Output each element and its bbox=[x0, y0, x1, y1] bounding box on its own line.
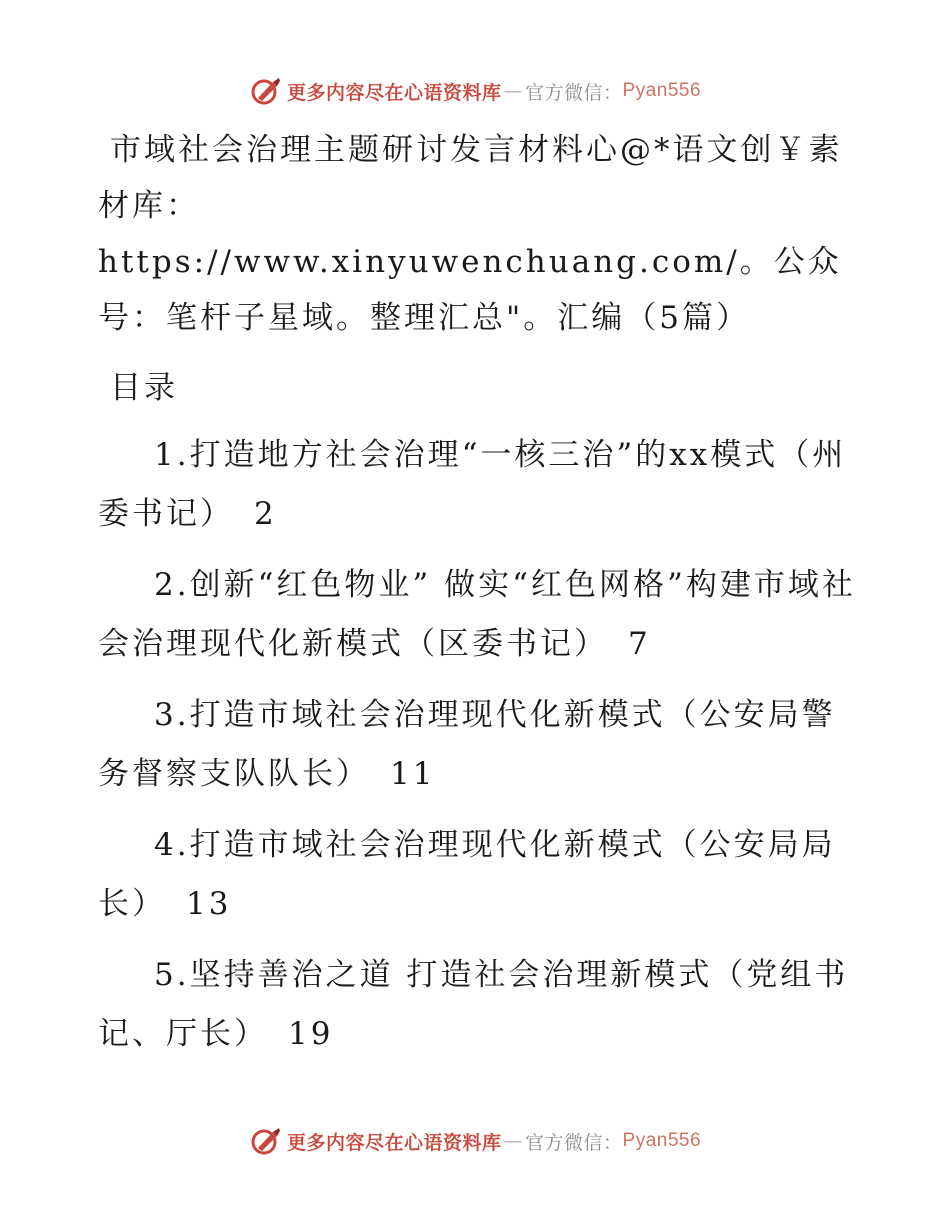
document-heading: 市域社会治理主题研讨发言材料心@*语文创￥素材库：https://www.xinyuwenchuang.com/。公众号：笔杆子星域。整理汇总"。汇编（5篇） bbox=[98, 132, 843, 336]
watermark-wechat-id: Pyan556 bbox=[622, 1130, 702, 1151]
pen-nib-logo-icon bbox=[249, 1124, 283, 1158]
watermark-colon: ： bbox=[603, 81, 623, 104]
watermark-brand: 更多内容尽在心语资料库 bbox=[286, 81, 502, 104]
watermark-footer bbox=[0, 1124, 950, 1158]
toc-label: 目录 bbox=[110, 370, 178, 406]
toc-item-page: 7 bbox=[628, 626, 651, 662]
toc-item-title: 1.打造地方社会治理“一核三治”的xx模式（州委书记） bbox=[98, 437, 847, 532]
toc-item bbox=[98, 556, 858, 674]
toc-item-page: 13 bbox=[186, 886, 232, 922]
watermark-official-label: 官方微信 bbox=[524, 1131, 603, 1154]
watermark-separator: — bbox=[503, 1130, 523, 1152]
toc-item-title: 3.打造市域社会治理现代化新模式（公安局警务督察支队队长） bbox=[98, 697, 836, 792]
pen-nib-logo-icon bbox=[249, 74, 283, 108]
toc-item-page: 2 bbox=[254, 496, 277, 532]
toc-item-page: 19 bbox=[288, 1016, 334, 1052]
watermark-header bbox=[0, 74, 950, 108]
document-body bbox=[98, 122, 858, 1076]
watermark-wechat-id: Pyan556 bbox=[622, 80, 702, 101]
toc-item bbox=[98, 816, 858, 934]
toc-item bbox=[98, 946, 858, 1064]
watermark-brand: 更多内容尽在心语资料库 bbox=[286, 1131, 502, 1154]
watermark-separator: — bbox=[503, 80, 523, 102]
toc-item bbox=[98, 426, 858, 544]
toc-item-title: 5.坚持善治之道 打造社会治理新模式（党组书记、厅长） bbox=[98, 957, 849, 1052]
toc-item-title: 4.打造市域社会治理现代化新模式（公安局局长） bbox=[98, 827, 836, 922]
watermark-colon: ： bbox=[603, 1131, 623, 1154]
toc-item-page: 11 bbox=[390, 756, 436, 792]
toc-list bbox=[98, 426, 858, 1064]
toc-item bbox=[98, 686, 858, 804]
watermark-official-label: 官方微信 bbox=[524, 81, 603, 104]
toc-item-title: 2.创新“红色物业” 做实“红色网格”构建市域社会治理现代化新模式（区委书记） bbox=[98, 567, 856, 662]
